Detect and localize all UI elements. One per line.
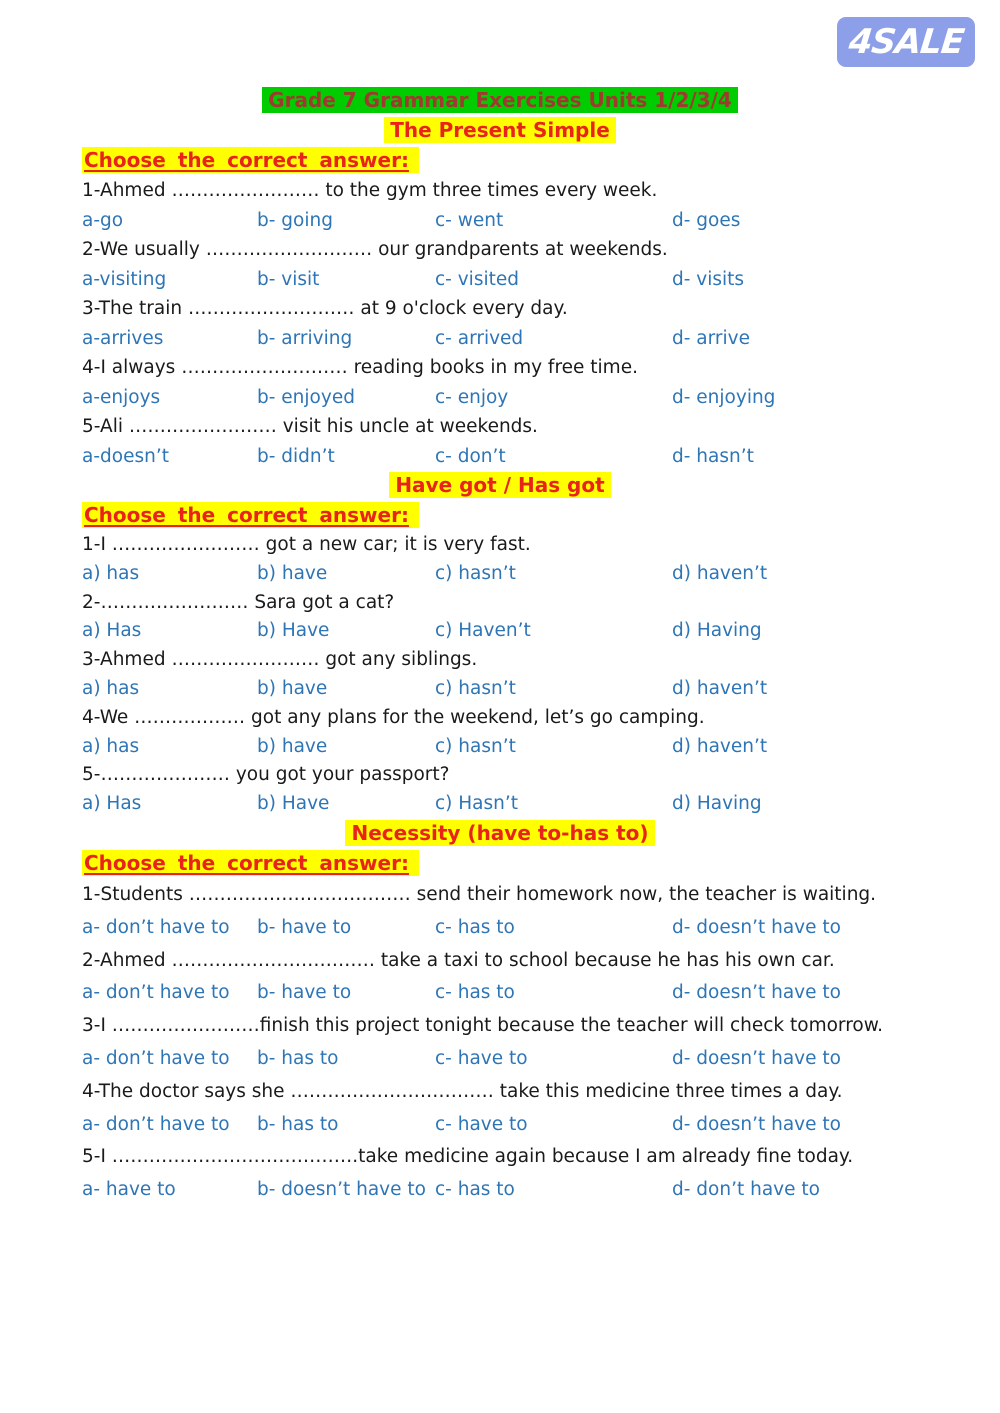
option-b: b- have to [257, 916, 352, 938]
option-a: a- don’t have to [82, 1047, 230, 1069]
option-c: c) Hasn’t [435, 793, 519, 815]
option-c: c- have to [435, 1113, 528, 1135]
options-row [0, 912, 1000, 945]
4sale-logo-text: 4SALE [846, 22, 966, 62]
option-c: c- visited [435, 268, 519, 290]
options-row [0, 1174, 1000, 1207]
prompt-row [0, 849, 1000, 879]
options-row [0, 324, 1000, 354]
question-text: 3-I ……………………finish this project tonight because the teacher will check tomorrow. [82, 1015, 884, 1037]
choose-prompt: Choose the correct answer: [82, 850, 419, 876]
options-row [0, 675, 1000, 704]
question-text: 1-Students ……………………………… send their homework now, the teacher is waiting. [82, 883, 877, 905]
option-a: a) has [82, 562, 140, 584]
section-heading: Necessity (have to-has to) [345, 820, 654, 846]
option-a: a- don’t have to [82, 916, 230, 938]
choose-prompt: Choose the correct answer: [82, 502, 419, 528]
page-title-row [0, 86, 1000, 116]
option-b: b- going [257, 209, 333, 231]
option-c: c- have to [435, 1047, 528, 1069]
choose-prompt: Choose the correct answer: [82, 147, 419, 173]
question-text: 5-Ali …………………… visit his uncle at weekends. [82, 416, 538, 437]
options-row [0, 383, 1000, 413]
section-heading-row [0, 471, 1000, 501]
option-d: d- doesn’t have to [672, 1047, 841, 1069]
question-text: 3-The train ……………………… at 9 o'clock every day. [82, 298, 568, 319]
option-d: d- doesn’t have to [672, 916, 841, 938]
option-b: b- visit [257, 268, 320, 290]
option-d: d- enjoying [672, 386, 776, 408]
option-c: c) hasn’t [435, 677, 516, 699]
section-present-simple [0, 116, 1000, 471]
question-text: 2-Ahmed …………………………… take a taxi to school because he has his own car. [82, 949, 835, 971]
option-b: b- arriving [257, 327, 353, 349]
section-heading-row [0, 819, 1000, 849]
section-have-got [0, 471, 1000, 819]
options-row [0, 560, 1000, 589]
options-row [0, 265, 1000, 295]
option-d: d- visits [672, 268, 745, 290]
option-a: a) has [82, 735, 140, 757]
option-d: d- arrive [672, 327, 750, 349]
option-c: c) hasn’t [435, 735, 516, 757]
page-title: Grade 7 Grammar Exercises Units 1/2/3/4 [262, 87, 738, 113]
question-text: 4-I always ……………………… reading books in my free time. [82, 357, 638, 378]
option-b: b- has to [257, 1047, 339, 1069]
option-c: c- has to [435, 982, 515, 1004]
question-text: 2-…………………… Sara got a cat? [82, 591, 395, 613]
option-c: c- don’t [435, 445, 506, 467]
option-d: d- goes [672, 209, 741, 231]
option-a: a-enjoys [82, 386, 161, 408]
option-a: a-arrives [82, 327, 164, 349]
options-row [0, 790, 1000, 819]
options-row [0, 977, 1000, 1010]
option-a: a-visiting [82, 268, 167, 290]
prompt-row [0, 146, 1000, 176]
option-c: c- went [435, 209, 504, 231]
option-a: a) Has [82, 793, 142, 815]
section-heading: Have got / Has got [389, 472, 610, 498]
question-text: 4-We ……………… got any plans for the weekend, let’s go camping. [82, 706, 705, 728]
option-d: d- hasn’t [672, 445, 754, 467]
option-c: c) Haven’t [435, 620, 531, 642]
option-a: a-go [82, 209, 124, 231]
option-b: b- enjoyed [257, 386, 355, 408]
option-a: a- have to [82, 1179, 176, 1201]
option-d: d- don’t have to [672, 1179, 820, 1201]
question-text: 5-………………… you got your passport? [82, 764, 450, 786]
4sale-logo [837, 17, 975, 67]
option-c: c- has to [435, 916, 515, 938]
options-row [0, 1109, 1000, 1142]
options-row [0, 733, 1000, 762]
option-c: c- has to [435, 1179, 515, 1201]
option-a: a- don’t have to [82, 982, 230, 1004]
option-d: d) haven’t [672, 562, 768, 584]
option-a: a) has [82, 677, 140, 699]
option-b: b) Have [257, 620, 330, 642]
option-b: b- didn’t [257, 445, 335, 467]
option-d: d) haven’t [672, 735, 768, 757]
options-row [0, 1043, 1000, 1076]
option-d: d- doesn’t have to [672, 1113, 841, 1135]
options-row [0, 206, 1000, 236]
section-heading: The Present Simple [384, 117, 616, 143]
option-c: c) hasn’t [435, 562, 516, 584]
option-c: c- enjoy [435, 386, 509, 408]
option-b: b) have [257, 735, 328, 757]
option-a: a) Has [82, 620, 142, 642]
option-c: c- arrived [435, 327, 524, 349]
option-d: d) Having [672, 793, 762, 815]
option-b: b- have to [257, 982, 352, 1004]
option-d: d) Having [672, 620, 762, 642]
option-b: b- doesn’t have to [257, 1179, 426, 1201]
option-b: b) have [257, 562, 328, 584]
option-a: a-doesn’t [82, 445, 169, 467]
question-text: 3-Ahmed …………………… got any siblings. [82, 649, 478, 671]
question-text: 1-Ahmed …………………… to the gym three times every week. [82, 180, 658, 201]
option-b: b- has to [257, 1113, 339, 1135]
option-b: b) have [257, 677, 328, 699]
section-heading-row [0, 116, 1000, 146]
options-row [0, 617, 1000, 646]
question-text: 1-I …………………… got a new car; it is very fast. [82, 534, 531, 555]
question-text: 5-I ………………………………….take medicine again because I am already fine today. [82, 1146, 854, 1168]
question-text: 4-The doctor says she …………………………… take this medicine three times a day. [82, 1080, 843, 1102]
options-row [0, 442, 1000, 472]
option-a: a- don’t have to [82, 1113, 230, 1135]
option-b: b) Have [257, 793, 330, 815]
option-d: d) haven’t [672, 677, 768, 699]
question-text: 2-We usually ……………………… our grandparents at weekends. [82, 239, 668, 260]
prompt-row [0, 501, 1000, 531]
section-necessity [0, 819, 1000, 1207]
option-d: d- doesn’t have to [672, 982, 841, 1004]
